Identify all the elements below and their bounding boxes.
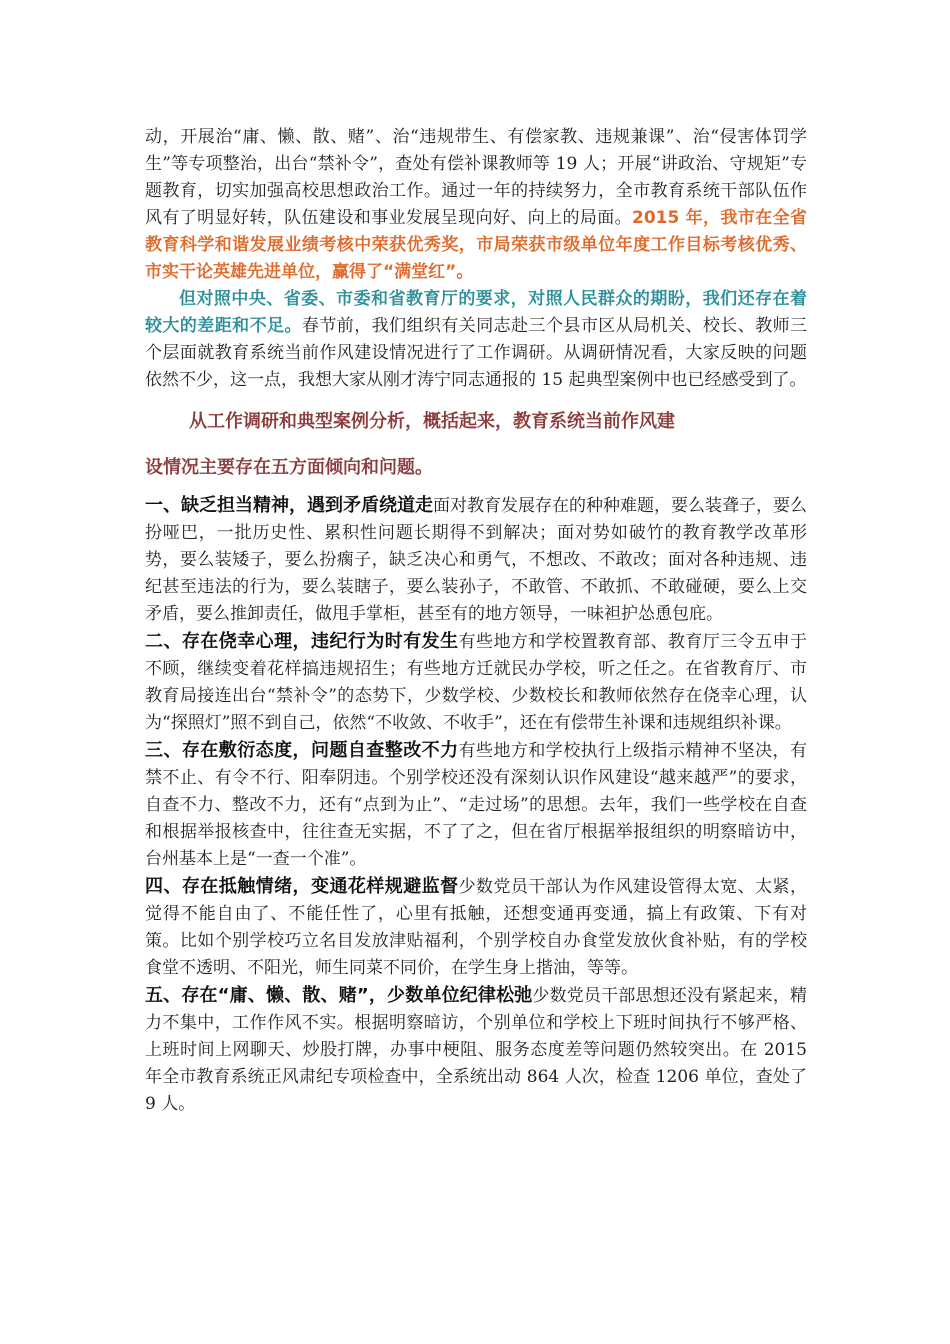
issue-body: 少数党员干部认为作风建设管得太宽、太紧，觉得不能自由了、不能任性了，心里有抵触，还想变通再变通，搞上有政策、下有对策。比如个别学校巧立名目发放津贴福利，个别学校自办食堂发放伙食补贴，有的学校食堂不透明、不阳光，师生同菜不同价，在学生身上揩油，等等。 [145,877,808,978]
research-text: 春节前，我们组织有关同志赴三个县市区从局机关、校长、教师三个层面就教育系统当前作风建设情况进行了工作调研。从调研情况看，大家反映的问题依然不少，这一点，我想大家从刚才涛宁同志通报的 15 起典型案例中也已经感受到了。 [145,316,808,390]
intro-paragraph-1 [145,124,807,286]
achievement-highlight: 2015 年，我市在全省教育科学和谐发展业绩考核中荣获优秀奖，市局荣获市级单位年度工作目标考核优秀、市实干论英雄先进单位，赢得了“满堂红”。 [145,208,808,282]
issue-heading: 二、存在侥幸心理，违纪行为时有发生 [145,631,459,652]
issue-heading: 四、存在抵触情绪，变通花样规避监督 [145,876,459,897]
document-body [145,124,807,1118]
issue-body: 少数党员干部思想还没有紧起来，精力不集中，工作作风不实。根据明察暗访，个别单位和学校上下班时间执行不够严格、上班时间上网聊天、炒股打牌，办事中梗阻、服务态度差等问题仍然较突出。在 2015 年全市教育系统正风肃纪专项检查中，全系统出动 864 人次，检查 1206 单位，查处了 9 人。 [145,986,807,1114]
issue-heading: 五、存在“庸、懒、散、赌”，少数单位纪律松弛 [145,985,533,1006]
gap-highlight: 但对照中央、省委、市委和省教育厅的要求，对照人民群众的期盼，我们还存在着较大的差距和不足。 [145,289,807,336]
section-title-line-1: 从工作调研和典型案例分析，概括起来，教育系统当前作风建 [189,411,675,432]
issue-body: 面对教育发展存在的种种难题，要么装聋子，要么扮哑巴，一批历史性、累积性问题长期得不到解决；面对势如破竹的教育教学改革形势，要么装矮子，要么扮瘸子，缺乏决心和勇气，不想改、不敢改；面对各种违规、违纪甚至违法的行为，要么装瞎子，要么装孙子，不敢管、不敢抓、不敢碰硬，要么上交矛盾，要么推卸责任，做甩手掌柜，甚至有的地方领导，一味袒护怂恿包庇。 [145,496,807,624]
issue-item-3 [145,737,807,873]
intro-paragraph-2 [145,286,807,394]
issue-item-4 [145,873,807,982]
issue-item-1 [145,492,807,628]
issue-body: 有些地方和学校执行上级指示精神不坚决，有禁不止、有令不行、阳奉阴违。个别学校还没有深刻认识作风建设“越来越严”的要求，自查不力、整改不力，还有“点到为止”、“走过场”的思想。去年，我们一些学校在自查和根据举报核查中，往往查无实据，不了了之，但在省厅根据举报组织的明察暗访中，台州基本上是“一查一个准”。 [145,741,808,869]
intro-text: 动，开展治“庸、懒、散、赌”、治“违规带生、有偿家教、违规兼课”、治“侵害体罚学生”等专项整治，出台“禁补令”，查处有偿补课教师等 19 人；开展“讲政治、守规矩”专题教育，切实加强高校思想政治工作。通过一年的持续努力，全市教育系统干部队伍作风有了明显好转，队伍建设和事业发展呈现向好、向上的局面。 [145,127,807,228]
issue-body: 有些地方和学校置教育部、教育厅三令五申于不顾，继续变着花样搞违规招生；有些地方迁就民办学校，听之任之。在省教育厅、市教育局接连出台“禁补令”的态势下，少数学校、少数校长和教师依然存在侥幸心理，认为“探照灯”照不到自己，依然“不收敛、不收手”，还在有偿带生补课和违规组织补课。 [145,632,808,733]
issue-heading: 三、存在敷衍态度，问题自查整改不力 [145,740,459,761]
section-title-line-2: 设情况主要存在五方面倾向和问题。 [145,457,433,478]
issue-item-2 [145,628,807,737]
issue-heading: 一、缺乏担当精神，遇到矛盾绕道走 [145,495,433,516]
issue-item-5 [145,982,807,1118]
